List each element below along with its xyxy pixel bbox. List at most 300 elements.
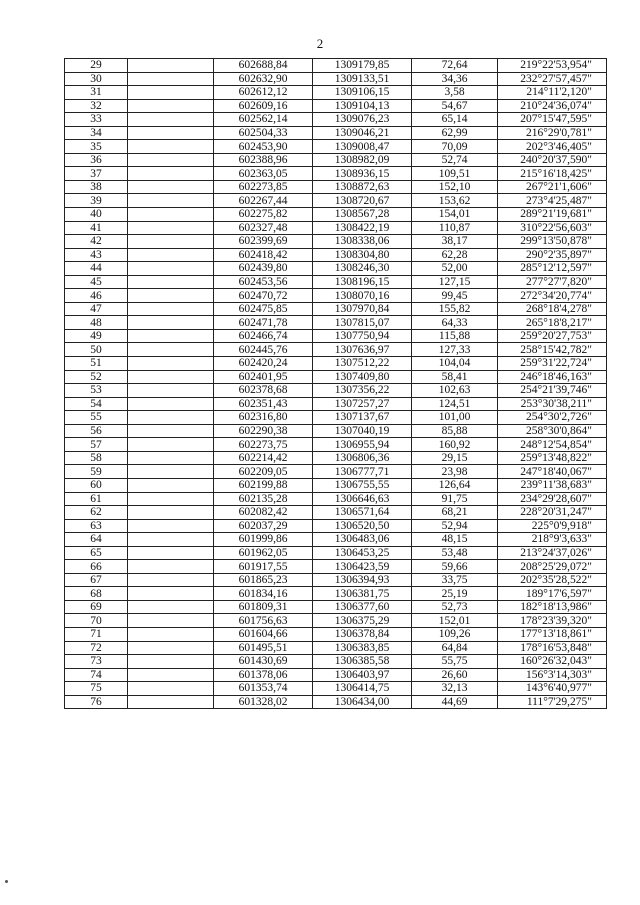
segment-length-cell: 91,75 [412,492,498,506]
point-number-cell: 51 [65,357,128,371]
table-row [65,614,607,628]
segment-length-cell: 58,41 [412,370,498,384]
blank-cell [128,695,214,709]
x-coordinate-cell: 601495,51 [214,641,313,655]
y-coordinate-cell: 1306646,63 [313,492,412,506]
x-coordinate-cell: 602453,56 [214,275,313,289]
x-coordinate-cell: 602471,78 [214,316,313,330]
point-number-cell: 72 [65,641,128,655]
segment-length-cell: 160,92 [412,438,498,452]
direction-angle-cell: 232°27'57,457" [498,72,607,86]
table-row [65,438,607,452]
direction-angle-cell: 277°27'7,820" [498,275,607,289]
y-coordinate-cell: 1308982,09 [313,153,412,167]
x-coordinate-cell: 602399,69 [214,235,313,249]
x-coordinate-cell: 602037,29 [214,519,313,533]
direction-angle-cell: 228°20'31,247" [498,506,607,520]
blank-cell [128,587,214,601]
blank-cell [128,519,214,533]
direction-angle-cell: 289°21'19,681" [498,208,607,222]
y-coordinate-cell: 1306777,71 [313,465,412,479]
point-number-cell: 44 [65,262,128,276]
segment-length-cell: 25,19 [412,587,498,601]
table-row [65,451,607,465]
direction-angle-cell: 214°11'2,120" [498,86,607,100]
x-coordinate-cell: 602214,42 [214,451,313,465]
blank-cell [128,180,214,194]
x-coordinate-cell: 602209,05 [214,465,313,479]
segment-length-cell: 126,64 [412,478,498,492]
segment-length-cell: 68,21 [412,506,498,520]
point-number-cell: 30 [65,72,128,86]
x-coordinate-cell: 602562,14 [214,113,313,127]
x-coordinate-cell: 602135,28 [214,492,313,506]
blank-cell [128,357,214,371]
y-coordinate-cell: 1306414,75 [313,682,412,696]
direction-angle-cell: 218°9'3,633" [498,533,607,547]
y-coordinate-cell: 1307257,27 [313,397,412,411]
x-coordinate-cell: 601999,86 [214,533,313,547]
point-number-cell: 63 [65,519,128,533]
x-coordinate-cell: 601917,55 [214,560,313,574]
blank-cell [128,221,214,235]
segment-length-cell: 104,04 [412,357,498,371]
x-coordinate-cell: 602327,48 [214,221,313,235]
point-number-cell: 34 [65,126,128,140]
y-coordinate-cell: 1306394,93 [313,573,412,587]
table-row [65,302,607,316]
segment-length-cell: 64,84 [412,641,498,655]
y-coordinate-cell: 1306755,55 [313,478,412,492]
segment-length-cell: 70,09 [412,140,498,154]
y-coordinate-cell: 1308872,63 [313,180,412,194]
direction-angle-cell: 310°22'56,603" [498,221,607,235]
x-coordinate-cell: 601865,23 [214,573,313,587]
direction-angle-cell: 273°4'25,487" [498,194,607,208]
point-number-cell: 54 [65,397,128,411]
table-row [65,113,607,127]
segment-length-cell: 154,01 [412,208,498,222]
x-coordinate-cell: 601328,02 [214,695,313,709]
x-coordinate-cell: 602316,80 [214,411,313,425]
x-coordinate-cell: 602273,75 [214,438,313,452]
x-coordinate-cell: 602401,95 [214,370,313,384]
margin-mark [5,880,8,883]
x-coordinate-cell: 601809,31 [214,600,313,614]
y-coordinate-cell: 1306453,25 [313,546,412,560]
y-coordinate-cell: 1306520,50 [313,519,412,533]
x-coordinate-cell: 602475,85 [214,302,313,316]
table-row [65,235,607,249]
segment-length-cell: 33,75 [412,573,498,587]
point-number-cell: 46 [65,289,128,303]
segment-length-cell: 72,64 [412,59,498,73]
x-coordinate-cell: 602418,42 [214,248,313,262]
blank-cell [128,533,214,547]
point-number-cell: 69 [65,600,128,614]
x-coordinate-cell: 602378,68 [214,384,313,398]
x-coordinate-cell: 602363,05 [214,167,313,181]
table-row [65,180,607,194]
point-number-cell: 42 [65,235,128,249]
direction-angle-cell: 246°18'46,163" [498,370,607,384]
table-row [65,546,607,560]
segment-length-cell: 124,51 [412,397,498,411]
y-coordinate-cell: 1309008,47 [313,140,412,154]
table-row [65,465,607,479]
segment-length-cell: 26,60 [412,668,498,682]
y-coordinate-cell: 1309133,51 [313,72,412,86]
point-number-cell: 36 [65,153,128,167]
blank-cell [128,492,214,506]
point-number-cell: 49 [65,329,128,343]
blank-cell [128,600,214,614]
y-coordinate-cell: 1308196,15 [313,275,412,289]
x-coordinate-cell: 602082,42 [214,506,313,520]
table-row [65,668,607,682]
table-row [65,655,607,669]
y-coordinate-cell: 1308936,15 [313,167,412,181]
x-coordinate-cell: 601604,66 [214,627,313,641]
blank-cell [128,153,214,167]
point-number-cell: 38 [65,180,128,194]
segment-length-cell: 52,73 [412,600,498,614]
x-coordinate-cell: 602420,24 [214,357,313,371]
x-coordinate-cell: 602612,12 [214,86,313,100]
blank-cell [128,208,214,222]
segment-length-cell: 44,69 [412,695,498,709]
x-coordinate-cell: 601756,63 [214,614,313,628]
blank-cell [128,370,214,384]
y-coordinate-cell: 1307137,67 [313,411,412,425]
table-row [65,573,607,587]
blank-cell [128,59,214,73]
segment-length-cell: 52,00 [412,262,498,276]
blank-cell [128,451,214,465]
direction-angle-cell: 254°30'2,726" [498,411,607,425]
blank-cell [128,140,214,154]
table-row [65,411,607,425]
direction-angle-cell: 268°18'4,278" [498,302,607,316]
direction-angle-cell: 156°3'14,303" [498,668,607,682]
table-row [65,208,607,222]
coordinates-table-body [65,59,607,709]
table-row [65,519,607,533]
table-row [65,424,607,438]
point-number-cell: 39 [65,194,128,208]
direction-angle-cell: 253°30'38,211" [498,397,607,411]
table-row [65,506,607,520]
y-coordinate-cell: 1309179,85 [313,59,412,73]
direction-angle-cell: 219°22'53,954" [498,59,607,73]
table-row [65,140,607,154]
direction-angle-cell: 267°21'1,606" [498,180,607,194]
segment-length-cell: 115,88 [412,329,498,343]
blank-cell [128,126,214,140]
segment-length-cell: 34,36 [412,72,498,86]
segment-length-cell: 62,99 [412,126,498,140]
direction-angle-cell: 202°35'28,522" [498,573,607,587]
point-number-cell: 59 [65,465,128,479]
y-coordinate-cell: 1307970,84 [313,302,412,316]
table-row [65,99,607,113]
segment-length-cell: 109,26 [412,627,498,641]
direction-angle-cell: 178°23'39,320" [498,614,607,628]
x-coordinate-cell: 602388,96 [214,153,313,167]
x-coordinate-cell: 601834,16 [214,587,313,601]
blank-cell [128,275,214,289]
blank-cell [128,302,214,316]
segment-length-cell: 52,94 [412,519,498,533]
segment-length-cell: 85,88 [412,424,498,438]
segment-length-cell: 62,28 [412,248,498,262]
point-number-cell: 55 [65,411,128,425]
blank-cell [128,262,214,276]
x-coordinate-cell: 602688,84 [214,59,313,73]
direction-angle-cell: 285°12'12,597" [498,262,607,276]
point-number-cell: 67 [65,573,128,587]
segment-length-cell: 32,13 [412,682,498,696]
segment-length-cell: 153,62 [412,194,498,208]
y-coordinate-cell: 1306434,00 [313,695,412,709]
y-coordinate-cell: 1309076,23 [313,113,412,127]
segment-length-cell: 38,17 [412,235,498,249]
point-number-cell: 31 [65,86,128,100]
y-coordinate-cell: 1306375,29 [313,614,412,628]
segment-length-cell: 152,10 [412,180,498,194]
segment-length-cell: 29,15 [412,451,498,465]
blank-cell [128,668,214,682]
y-coordinate-cell: 1306385,58 [313,655,412,669]
blank-cell [128,411,214,425]
point-number-cell: 35 [65,140,128,154]
segment-length-cell: 127,15 [412,275,498,289]
point-number-cell: 62 [65,506,128,520]
y-coordinate-cell: 1308567,28 [313,208,412,222]
y-coordinate-cell: 1307750,94 [313,329,412,343]
point-number-cell: 50 [65,343,128,357]
table-row [65,533,607,547]
table-row [65,641,607,655]
blank-cell [128,397,214,411]
blank-cell [128,86,214,100]
segment-length-cell: 127,33 [412,343,498,357]
direction-angle-cell: 225°0'9,918" [498,519,607,533]
y-coordinate-cell: 1306403,97 [313,668,412,682]
x-coordinate-cell: 601962,05 [214,546,313,560]
direction-angle-cell: 234°29'28,607" [498,492,607,506]
x-coordinate-cell: 602453,90 [214,140,313,154]
x-coordinate-cell: 602273,85 [214,180,313,194]
segment-length-cell: 55,75 [412,655,498,669]
direction-angle-cell: 202°3'46,405" [498,140,607,154]
point-number-cell: 75 [65,682,128,696]
y-coordinate-cell: 1308338,06 [313,235,412,249]
direction-angle-cell: 258°15'42,782" [498,343,607,357]
point-number-cell: 52 [65,370,128,384]
x-coordinate-cell: 602504,33 [214,126,313,140]
segment-length-cell: 109,51 [412,167,498,181]
table-row [65,126,607,140]
y-coordinate-cell: 1306377,60 [313,600,412,614]
table-row [65,221,607,235]
segment-length-cell: 53,48 [412,546,498,560]
blank-cell [128,655,214,669]
y-coordinate-cell: 1308422,19 [313,221,412,235]
y-coordinate-cell: 1308304,80 [313,248,412,262]
y-coordinate-cell: 1306423,59 [313,560,412,574]
segment-length-cell: 101,00 [412,411,498,425]
x-coordinate-cell: 602470,72 [214,289,313,303]
direction-angle-cell: 182°18'13,986" [498,600,607,614]
direction-angle-cell: 248°12'54,854" [498,438,607,452]
direction-angle-cell: 265°18'8,217" [498,316,607,330]
point-number-cell: 58 [65,451,128,465]
segment-length-cell: 48,15 [412,533,498,547]
point-number-cell: 74 [65,668,128,682]
blank-cell [128,641,214,655]
y-coordinate-cell: 1307512,22 [313,357,412,371]
y-coordinate-cell: 1306955,94 [313,438,412,452]
x-coordinate-cell: 602290,38 [214,424,313,438]
segment-length-cell: 3,58 [412,86,498,100]
blank-cell [128,167,214,181]
y-coordinate-cell: 1309046,21 [313,126,412,140]
segment-length-cell: 110,87 [412,221,498,235]
x-coordinate-cell: 602632,90 [214,72,313,86]
segment-length-cell: 54,67 [412,99,498,113]
y-coordinate-cell: 1306806,36 [313,451,412,465]
blank-cell [128,546,214,560]
point-number-cell: 48 [65,316,128,330]
segment-length-cell: 65,14 [412,113,498,127]
segment-length-cell: 64,33 [412,316,498,330]
point-number-cell: 32 [65,99,128,113]
blank-cell [128,329,214,343]
table-row [65,627,607,641]
y-coordinate-cell: 1307356,22 [313,384,412,398]
x-coordinate-cell: 602267,44 [214,194,313,208]
blank-cell [128,235,214,249]
y-coordinate-cell: 1308246,30 [313,262,412,276]
x-coordinate-cell: 602351,43 [214,397,313,411]
direction-angle-cell: 239°11'38,683" [498,478,607,492]
table-row [65,329,607,343]
point-number-cell: 61 [65,492,128,506]
direction-angle-cell: 259°13'48,822" [498,451,607,465]
direction-angle-cell: 160°26'32,043" [498,655,607,669]
direction-angle-cell: 215°16'18,425" [498,167,607,181]
blank-cell [128,465,214,479]
table-row [65,289,607,303]
table-row [65,316,607,330]
direction-angle-cell: 189°17'6,597" [498,587,607,601]
point-number-cell: 71 [65,627,128,641]
y-coordinate-cell: 1306383,85 [313,641,412,655]
blank-cell [128,343,214,357]
point-number-cell: 33 [65,113,128,127]
blank-cell [128,506,214,520]
blank-cell [128,99,214,113]
blank-cell [128,194,214,208]
direction-angle-cell: 213°24'37,026" [498,546,607,560]
table-row [65,560,607,574]
point-number-cell: 65 [65,546,128,560]
x-coordinate-cell: 602445,76 [214,343,313,357]
table-row [65,682,607,696]
y-coordinate-cell: 1306483,06 [313,533,412,547]
table-row [65,153,607,167]
table-row [65,370,607,384]
table-row [65,167,607,181]
point-number-cell: 68 [65,587,128,601]
blank-cell [128,72,214,86]
table-row [65,587,607,601]
point-number-cell: 37 [65,167,128,181]
y-coordinate-cell: 1307815,07 [313,316,412,330]
point-number-cell: 56 [65,424,128,438]
y-coordinate-cell: 1306378,84 [313,627,412,641]
segment-length-cell: 155,82 [412,302,498,316]
direction-angle-cell: 299°13'50,878" [498,235,607,249]
blank-cell [128,682,214,696]
table-row [65,262,607,276]
table-row [65,275,607,289]
blank-cell [128,424,214,438]
blank-cell [128,316,214,330]
table-row [65,248,607,262]
segment-length-cell: 152,01 [412,614,498,628]
segment-length-cell: 102,63 [412,384,498,398]
x-coordinate-cell: 602439,80 [214,262,313,276]
point-number-cell: 53 [65,384,128,398]
table-row [65,695,607,709]
blank-cell [128,384,214,398]
page-number: 2 [316,36,324,51]
table-row [65,357,607,371]
segment-length-cell: 99,45 [412,289,498,303]
coordinates-table [64,58,607,709]
x-coordinate-cell: 602275,82 [214,208,313,222]
blank-cell [128,438,214,452]
x-coordinate-cell: 601353,74 [214,682,313,696]
point-number-cell: 66 [65,560,128,574]
direction-angle-cell: 258°30'0,864" [498,424,607,438]
y-coordinate-cell: 1309104,13 [313,99,412,113]
point-number-cell: 70 [65,614,128,628]
point-number-cell: 57 [65,438,128,452]
blank-cell [128,614,214,628]
point-number-cell: 41 [65,221,128,235]
direction-angle-cell: 207°15'47,595" [498,113,607,127]
x-coordinate-cell: 601378,06 [214,668,313,682]
direction-angle-cell: 247°18'40,067" [498,465,607,479]
blank-cell [128,113,214,127]
point-number-cell: 45 [65,275,128,289]
table-row [65,343,607,357]
y-coordinate-cell: 1306571,64 [313,506,412,520]
blank-cell [128,478,214,492]
direction-angle-cell: 177°13'18,861" [498,627,607,641]
blank-cell [128,627,214,641]
direction-angle-cell: 240°20'37,590" [498,153,607,167]
segment-length-cell: 23,98 [412,465,498,479]
x-coordinate-cell: 602199,88 [214,478,313,492]
table-row [65,492,607,506]
blank-cell [128,289,214,303]
blank-cell [128,248,214,262]
y-coordinate-cell: 1307636,97 [313,343,412,357]
